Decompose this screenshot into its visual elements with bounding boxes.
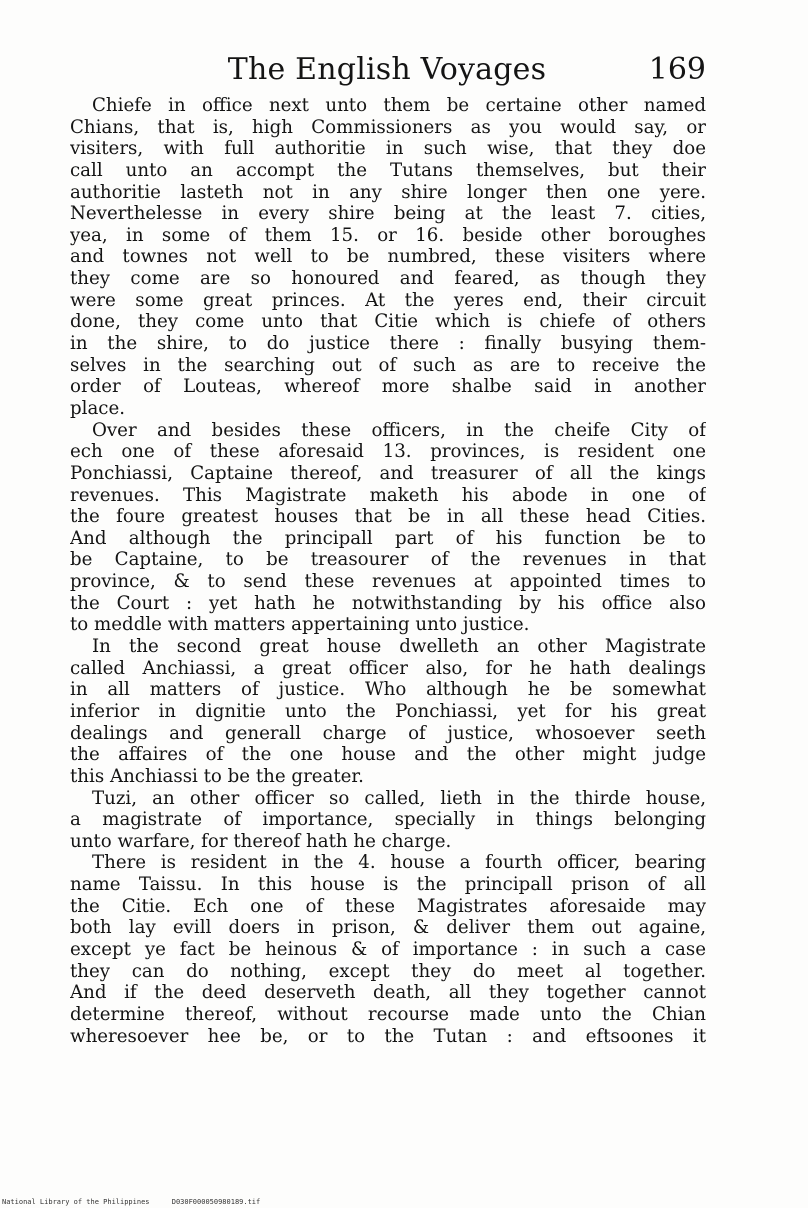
text-line: they come are so honoured and feared, as though they — [70, 268, 706, 290]
text-line: both lay evill doers in prison, & deliver them out againe, — [70, 917, 706, 939]
text-line: place. — [70, 397, 126, 419]
text-line: inferior in dignitie unto the Ponchiassi, yet for his great — [70, 700, 706, 722]
text-line: the foure greatest houses that be in all these head Cities. — [70, 506, 706, 528]
text-line: called Anchiassi, a great officer also, for he hath dealings — [70, 657, 706, 679]
text-line: Over and besides these officers, in the cheife City of — [92, 419, 706, 441]
text-line: And if the deed deserveth death, all they together cannot — [70, 982, 706, 1004]
text-line: the affaires of the one house and the other might judge — [70, 744, 706, 766]
page-header — [68, 52, 706, 92]
text-line: Chiefe in office next unto them be certaine other named — [92, 95, 706, 116]
file-id: D030F000050980189.tif — [171, 1198, 261, 1206]
text-line: were some great princes. At the yeres end, their circuit — [70, 289, 706, 311]
text-line: visiters, with full authoritie in such wise, that they doe — [70, 138, 706, 160]
text-line: Tuzi, an other officer so called, lieth in the thirde house, — [92, 787, 706, 809]
text-line: dealings and generall charge of justice, whosoever seeth — [70, 722, 706, 744]
text-line: done, they come unto that Citie which is chiefe of others — [70, 311, 706, 333]
text-line: Chians, that is, high Commissioners as you would say, or — [70, 116, 706, 138]
text-line: name Taissu. In this house is the principall prison of all — [70, 874, 706, 896]
text-line: province, & to send these revenues at appointed times to — [70, 571, 706, 593]
text-line: order of Louteas, whereof more shalbe said in another — [70, 376, 706, 398]
text-line: In the second great house dwelleth an other Magistrate — [92, 636, 706, 658]
scan-footer — [2, 1198, 278, 1206]
text-line: unto warfare, for thereof hath he charge. — [70, 830, 452, 852]
running-head: The English Voyages — [227, 52, 547, 87]
text-line: And although the principall part of his function be to — [70, 527, 706, 549]
text-line: a magistrate of importance, specially in things belonging — [70, 809, 706, 831]
text-line: authoritie lasteth not in any shire longer then one yere. — [70, 181, 706, 203]
text-line: selves in the searching out of such as are to receive the — [70, 354, 706, 376]
text-line: Ponchiassi, Captaine thereof, and treasurer of all the kings — [70, 462, 706, 484]
text-line: except ye fact be heinous & of importance : in such a case — [70, 938, 706, 960]
text-line: to meddle with matters appertaining unto justice. — [70, 614, 530, 636]
text-line: in all matters of justice. Who although he be somewhat — [70, 679, 706, 701]
text-line: call unto an accompt the Tutans themselves, but their — [70, 159, 706, 181]
page-number: 169 — [648, 52, 706, 87]
text-line: the Citie. Ech one of these Magistrates aforesaide may — [70, 895, 706, 917]
text-line: yea, in some of them 15. or 16. beside other boroughes — [70, 224, 706, 246]
text-line: revenues. This Magistrate maketh his abode in one of — [70, 484, 706, 506]
text-line: determine thereof, without recourse made unto the Chian — [70, 1003, 706, 1025]
text-line: be Captaine, to be treasourer of the revenues in that — [70, 549, 706, 571]
text-line: the Court : yet hath he notwithstanding by his office also — [70, 592, 706, 614]
text-line: this Anchiassi to be the greater. — [70, 765, 364, 787]
text-line: Neverthelesse in every shire being at the least 7. cities, — [70, 203, 706, 225]
library-credit: National Library of the Philippines — [2, 1198, 150, 1206]
text-line: wheresoever hee be, or to the Tutan : and eftsoones it — [70, 1025, 706, 1047]
text-line: they can do nothing, except they do meet al together. — [70, 960, 706, 982]
text-line: and townes not well to be numbred, these visiters where — [70, 246, 706, 268]
body-text — [70, 95, 706, 1047]
text-line: There is resident in the 4. house a fourth officer, bearing — [92, 852, 706, 874]
text-line: ech one of these aforesaid 13. provinces, is resident one — [70, 441, 706, 463]
text-line: in the shire, to do justice there : finally busying them- — [70, 333, 706, 355]
